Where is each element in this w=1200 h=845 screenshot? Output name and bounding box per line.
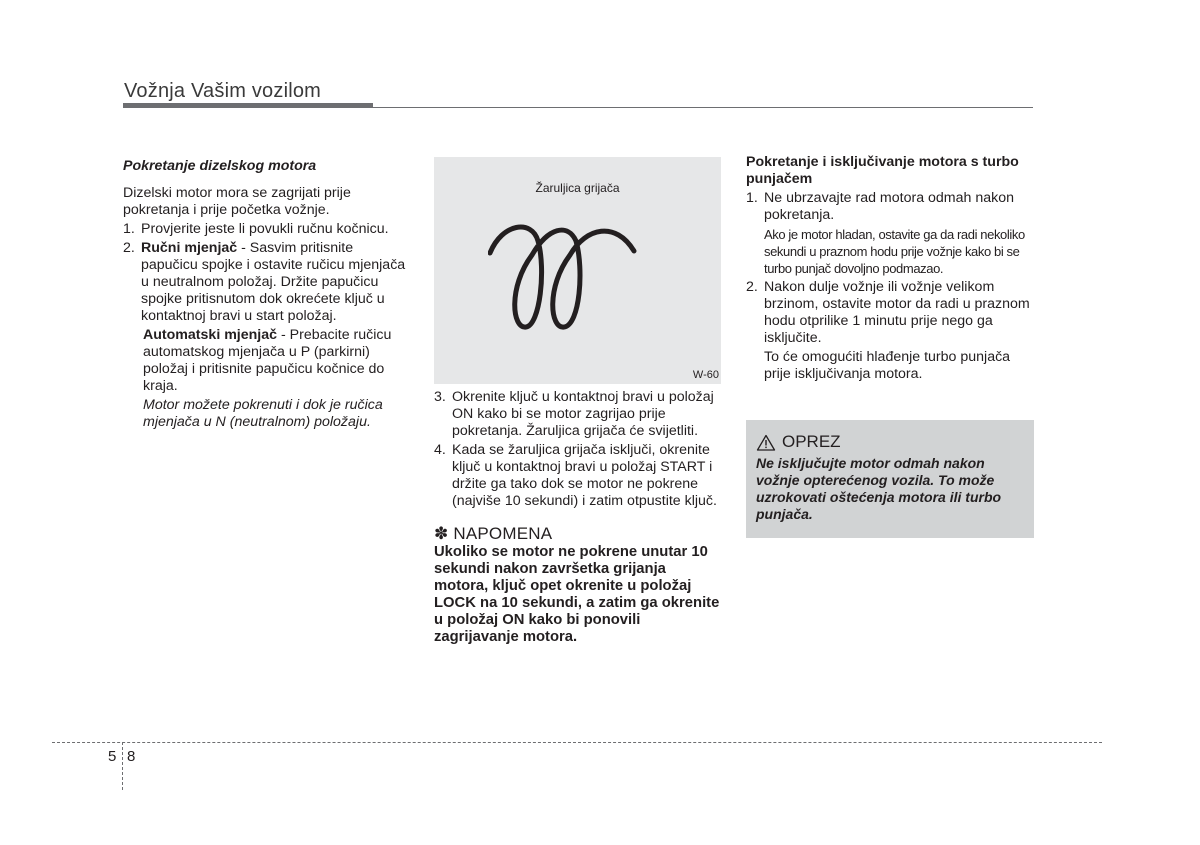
automatic-gearbox-block	[123, 327, 413, 395]
header-rule-thin	[373, 107, 1033, 108]
warning-triangle-icon	[756, 434, 776, 451]
turbo-heading: Pokretanje i isključivanje motora s turbo punjačem	[746, 154, 1019, 187]
page-header-title: Vožnja Vašim vozilom	[124, 80, 322, 102]
column-left	[123, 158, 413, 431]
turbo-step-1-detail: Ako je motor hladan, ostavite ga da radi nekoliko sekundi u praznom hodu prije vožnje kako bi se turbo punjač dovoljno podmazao.	[764, 227, 1025, 276]
diesel-start-heading: Pokretanje dizelskog motora	[123, 158, 317, 174]
caution-title: OPREZ	[782, 432, 841, 451]
step-3	[434, 389, 724, 440]
turbo-step-2-detail: To će omogućiti hlađenje turbo punjača prije isključivanja motora.	[764, 349, 1011, 382]
caution-body: Ne isključujte motor odmah nakon vožnje opterećenog vozila. To može uzrokovati oštećenja motora ili turbo punjača.	[756, 455, 1002, 522]
turbo-step-1	[746, 190, 1034, 224]
step-4-text: Kada se žaruljica grijača isključi, okrenite ključ u kontaktnoj bravi u položaj START i držite ga tako dok se motor ne pokrene (najviše 10 sekundi) i zatim otpustite ključ.	[452, 442, 717, 509]
automatic-gearbox-label: Automatski mjenjač	[143, 327, 278, 343]
caution-box	[746, 420, 1034, 538]
step-4	[434, 442, 724, 510]
step-3-text: Okrenite ključ u kontaktnoj bravi u položaj ON kako bi se motor zagrijao prije pokretanja. Žaruljica grijača će svijetliti.	[452, 389, 714, 439]
turbo-step-1-text: Ne ubrzavajte rad motora odmah nakon pokretanja.	[764, 190, 1014, 223]
step-3-number: 3.	[434, 389, 446, 405]
step-2-number: 2.	[123, 240, 135, 256]
footer-rule	[52, 742, 1102, 743]
step-1-text: Provjerite jeste li povukli ručnu kočnicu.	[141, 221, 389, 237]
turbo-step-2-text: Nakon dulje vožnje ili vožnje velikom brzinom, ostavite motor da radi u praznom hodu otprilike 1 minutu prije nego ga isključite.	[764, 279, 1030, 346]
footer-separator	[122, 742, 123, 790]
step-4-number: 4.	[434, 442, 446, 458]
figure-code: W-60	[692, 369, 719, 381]
note-title: ✽ NAPOMENA	[434, 524, 553, 543]
step-1	[123, 221, 413, 238]
step-2	[123, 240, 413, 325]
automatic-gearbox-text: - Prebacite ručicu automatskog mjenjača u P (parkirni) položaj i pritisnite papučicu kočnice do kraja.	[143, 327, 392, 394]
column-middle	[434, 389, 724, 646]
diesel-intro-text: Dizelski motor mora se zagrijati prije pokretanja i prije početka vožnje.	[123, 185, 351, 218]
header-rule-thick	[123, 103, 373, 108]
column-right	[746, 154, 1034, 383]
note-body: Ukoliko se motor ne pokrene unutar 10 sekundi nakon završetka grijanja motora, ključ opet okrenite u položaj LOCK na 10 sekundi, a zatim ga okrenite u položaj ON kako bi ponovili zagrijavanje motora.	[434, 544, 720, 645]
glow-plug-figure	[434, 157, 721, 384]
turbo-step-2	[746, 279, 1034, 347]
figure-caption: Žaruljica grijača	[535, 181, 620, 195]
manual-gearbox-label: Ručni mjenjač	[141, 240, 238, 256]
turbo-step-1-number: 1.	[746, 190, 758, 206]
step-1-number: 1.	[123, 221, 135, 237]
caution-title-row	[756, 432, 841, 452]
automatic-gearbox-note: Motor možete pokrenuti i dok je ručica mjenjača u N (neutralnom) položaju.	[143, 397, 383, 430]
glow-plug-indicator-icon	[488, 217, 638, 337]
chapter-number: 5	[108, 748, 117, 765]
page-number: 8	[127, 748, 136, 765]
step-2-text: - Sasvim pritisnite papučicu spojke i ostavite ručicu mjenjača u neutralnom položaj. Držite papučicu spojke pritisnutom dok okrećete ključ u kontaktnoj bravi u start položaj.	[141, 240, 406, 324]
turbo-step-2-number: 2.	[746, 279, 758, 295]
